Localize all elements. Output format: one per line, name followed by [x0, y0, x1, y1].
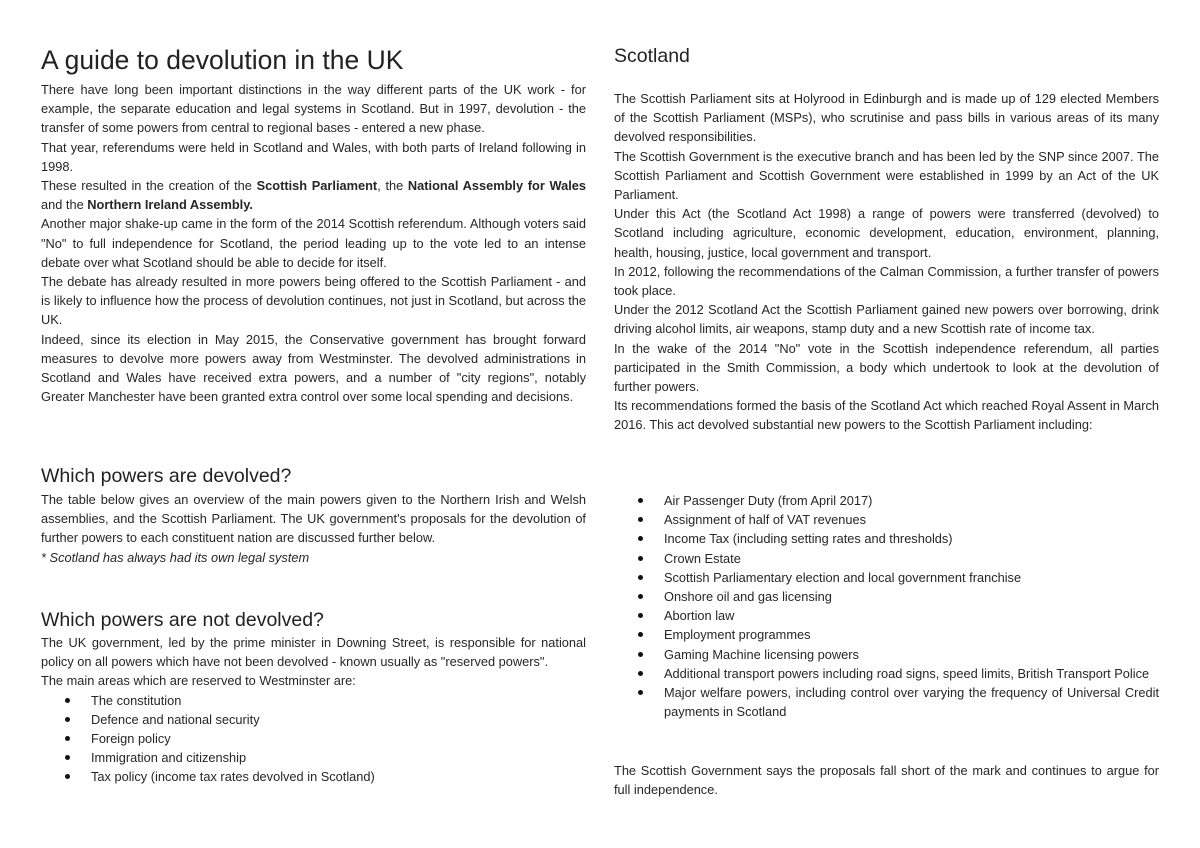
intro-section: [41, 80, 586, 406]
scotland-paragraph-5: Under the 2012 Scotland Act the Scottish Parliament gained new powers over borrowing, drink driving alcohol limits, air weapons, stamp duty and a new Scottish rate of income tax.: [614, 302, 1159, 337]
not-devolved-heading: Which powers are not devolved?: [41, 609, 324, 631]
not-devolved-text: The UK government, led by the prime minister in Downing Street, is responsible for national policy on all powers which have not been devolved - known usually as "reserved powers".: [41, 635, 586, 670]
list-item: Air Passenger Duty (from April 2017): [614, 491, 1159, 510]
creation-and-the: and the: [41, 197, 88, 213]
scotland-paragraph-4: In 2012, following the recommendations of the Calman Commission, a further transfer of powers took place.: [614, 263, 1159, 299]
devolved-section: [41, 490, 586, 567]
intro-paragraph-5: The debate has already resulted in more powers being offered to the Scottish Parliament - and is likely to influence how the process of devolution continues, not just in Scotland, but across the UK.: [41, 274, 586, 328]
list-item: Onshore oil and gas licensing: [614, 587, 1159, 606]
intro-paragraph-1: There have long been important distinctions in the way different parts of the UK work - for example, the separate education and legal systems in Scotland. But in 1997, devolution - the transfer of some powers from central to regional bases - entered a new phase.: [41, 82, 586, 136]
list-item: The constitution: [41, 691, 586, 710]
list-item: Immigration and citizenship: [41, 748, 586, 767]
creation-paragraph: [41, 176, 586, 214]
closing-paragraph: The Scottish Government says the proposals fall short of the mark and continues to argue for full independence.: [614, 763, 1159, 798]
list-item: Defence and national security: [41, 710, 586, 729]
list-item: Income Tax (including setting rates and thresholds): [614, 529, 1159, 548]
scotland-paragraph-6: In the wake of the 2014 "No" vote in the Scottish independence referendum, all parties participated in the Smith Commission, a body which undertook to look at the devolution of further powers.: [614, 340, 1159, 395]
list-item: Scottish Parliamentary election and local government franchise: [614, 568, 1159, 587]
creation-prefix: These resulted in the creation of the: [41, 178, 257, 194]
page-title: A guide to devolution in the UK: [41, 45, 404, 75]
legal-system-note: * Scotland has always had its own legal system: [41, 549, 310, 565]
list-item: Crown Estate: [614, 549, 1159, 568]
devolved-text: The table below gives an overview of the main powers given to the Northern Irish and Welsh assemblies, and the Scottish Parliament. The UK government's proposals for the devolution of further powers to each constituent nation are discussed further below.: [41, 492, 586, 546]
closing-section: [614, 761, 1159, 799]
ni-assembly-term: Northern Ireland Assembly.: [87, 197, 253, 213]
list-item: Abortion law: [614, 606, 1159, 625]
national-assembly-term: National Assembly for Wales: [407, 178, 586, 194]
not-devolved-section: [41, 633, 586, 787]
reserved-powers-list: [41, 691, 586, 787]
list-item: Tax policy (income tax rates devolved in Scotland): [41, 767, 586, 786]
scotland-paragraph-2: The Scottish Government is the executive branch and has been led by the SNP since 2007. The Scottish Parliament and Scottish Government were established in 1999 by an Act of the UK Parliament.: [614, 148, 1159, 203]
devolved-heading: Which powers are devolved?: [41, 465, 292, 487]
reserved-intro: The main areas which are reserved to Westminster are:: [41, 673, 356, 689]
list-item: Gaming Machine licensing powers: [614, 645, 1159, 664]
list-item: Employment programmes: [614, 625, 1159, 644]
creation-comma: , the: [377, 178, 408, 194]
scotland-paragraph-7: Its recommendations formed the basis of the Scotland Act which reached Royal Assent in March 2016. This act devolved substantial new powers to the Scottish Parliament including:: [614, 398, 1159, 433]
scottish-parliament-term: Scottish Parliament: [256, 178, 378, 194]
list-item: Foreign policy: [41, 729, 586, 748]
intro-paragraph-6: Indeed, since its election in May 2015, the Conservative government has brought forward measures to devolve more powers away from Westminster. The devolved administrations in Scotland and Wales have received extra powers, and a number of "city regions", notably Greater Manchester have been granted extra control over some local spending and decisions.: [41, 331, 586, 405]
list-item: Assignment of half of VAT revenues: [614, 510, 1159, 529]
list-item: Additional transport powers including road signs, speed limits, British Transport Police: [614, 664, 1159, 683]
scotland-powers-section: [614, 491, 1159, 721]
scotland-paragraph-1: The Scottish Parliament sits at Holyrood in Edinburgh and is made up of 129 elected Members of the Scottish Parliament (MSPs), who scrutinise and pass bills in various areas of its many devolved responsibilities.: [614, 91, 1159, 145]
scotland-heading: Scotland: [614, 45, 690, 67]
scotland-paragraph-3: Under this Act (the Scotland Act 1998) a range of powers were transferred (devolved) to Scotland including agriculture, economic development, education, environment, planning, health, housing, justice, local government and transport.: [614, 206, 1159, 260]
list-item: Major welfare powers, including control over varying the frequency of Universal Credit payments in Scotland: [614, 683, 1159, 721]
scotland-section: [614, 89, 1159, 435]
intro-paragraph-2: That year, referendums were held in Scotland and Wales, with both parts of Ireland following in 1998.: [41, 139, 586, 174]
intro-paragraph-4: Another major shake-up came in the form of the 2014 Scottish referendum. Although voters said "No" to full independence for Scotland, the period leading up to the vote led to an intense debate over what Scotland should be able to decide for itself.: [41, 216, 586, 270]
scotland-powers-list: [614, 491, 1159, 721]
